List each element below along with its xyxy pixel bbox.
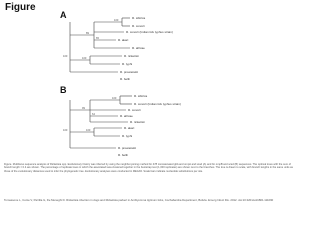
tree-b-leaf: R. conorii [128,108,141,112]
tree-a-leaf: R. akari [118,38,129,42]
panel-a-label: A [60,10,67,20]
panel-b-label: B [60,85,67,95]
figure-caption: Figure. Multilocus sequence analysis of Rickettsia spp. Evolutionary history was inferred by using the neighbor-joining method for 478 concatenated gltA and ompA and sca4 (A) and for ompB and sca4 (B) sequences. The optimal trees with the sum of branch length = 0.4 are shown. The percentage of replicate trees in which the associated taxa clustered together in the bootstrap test (1,000 replicates) are shown next to the branches. The tree is drawn to scale, with branch lengths in the same units as those of the evolutionary distances used to infer the phylogenetic tree. Evolutionary analyses were conducted in MEGA5. Scale bars indicate nucleotide substitutions per site. [4,163,293,173]
tree-b-leaf: R. rickettsii [130,120,145,124]
tree-b-leaf: R. conorii (Indian tick typhus strain) [134,102,181,106]
tree-a-support-value: 89 [86,32,89,35]
tree-panels [60,10,240,160]
tree-b-support-value: 100 [86,129,91,132]
tree-a-support-value: 100 [114,19,119,22]
tree-a-support-value: 65 [96,37,99,40]
tree-a-leaf: R. rickettsii [124,54,139,58]
tree-a-support-value: 100 [63,55,68,58]
tree-b-leaf: R. prowazekii [118,146,137,150]
tree-b-support-value: 100 [63,129,68,132]
tree-b-leaf: R. sibirica [134,94,148,98]
tree-b-leaf: R. africae [120,114,133,118]
tree-b-support-value: 100 [112,97,117,100]
tree-b-support-value: 64 [92,113,95,116]
tree-a-leaf: R. prowazekii [120,70,139,74]
tree-b [70,96,132,148]
tree-a-leaf: R. bellii [120,77,130,81]
tree-b-leaf: R. bellii [118,153,128,157]
tree-a [70,18,130,72]
figure-citation: Tomassone L, Conte V, Parrilla G, De Meneghi D. Rickettsia infection in dogs and Rickettsia parkeri in Amblyomma tigrinum ticks, Cochabamba Department, Bolivia. Emerg Infect Dis. 2012. doi:10.3201/eid1801.111090 [4,198,274,202]
tree-a-leaf: R. typhi [122,62,133,66]
tree-b-leaf: R. akari [124,126,135,130]
tree-a-support [63,18,119,60]
tree-a-leaf: R. sibirica [132,16,146,20]
phylogenetic-figure [60,10,240,160]
tree-b-leaves [118,94,181,157]
page-title: Figure [5,2,36,13]
tree-b-support-value: 99 [82,107,85,110]
tree-a-leaf: R. africae [132,46,145,50]
tree-b-leaf: R. typhi [122,134,133,138]
tree-a-leaf: R. conorii [132,24,145,28]
tree-a-support-value: 100 [82,57,87,60]
tree-a-leaf: R. conorii (Indian tick typhus strain) [126,30,173,34]
